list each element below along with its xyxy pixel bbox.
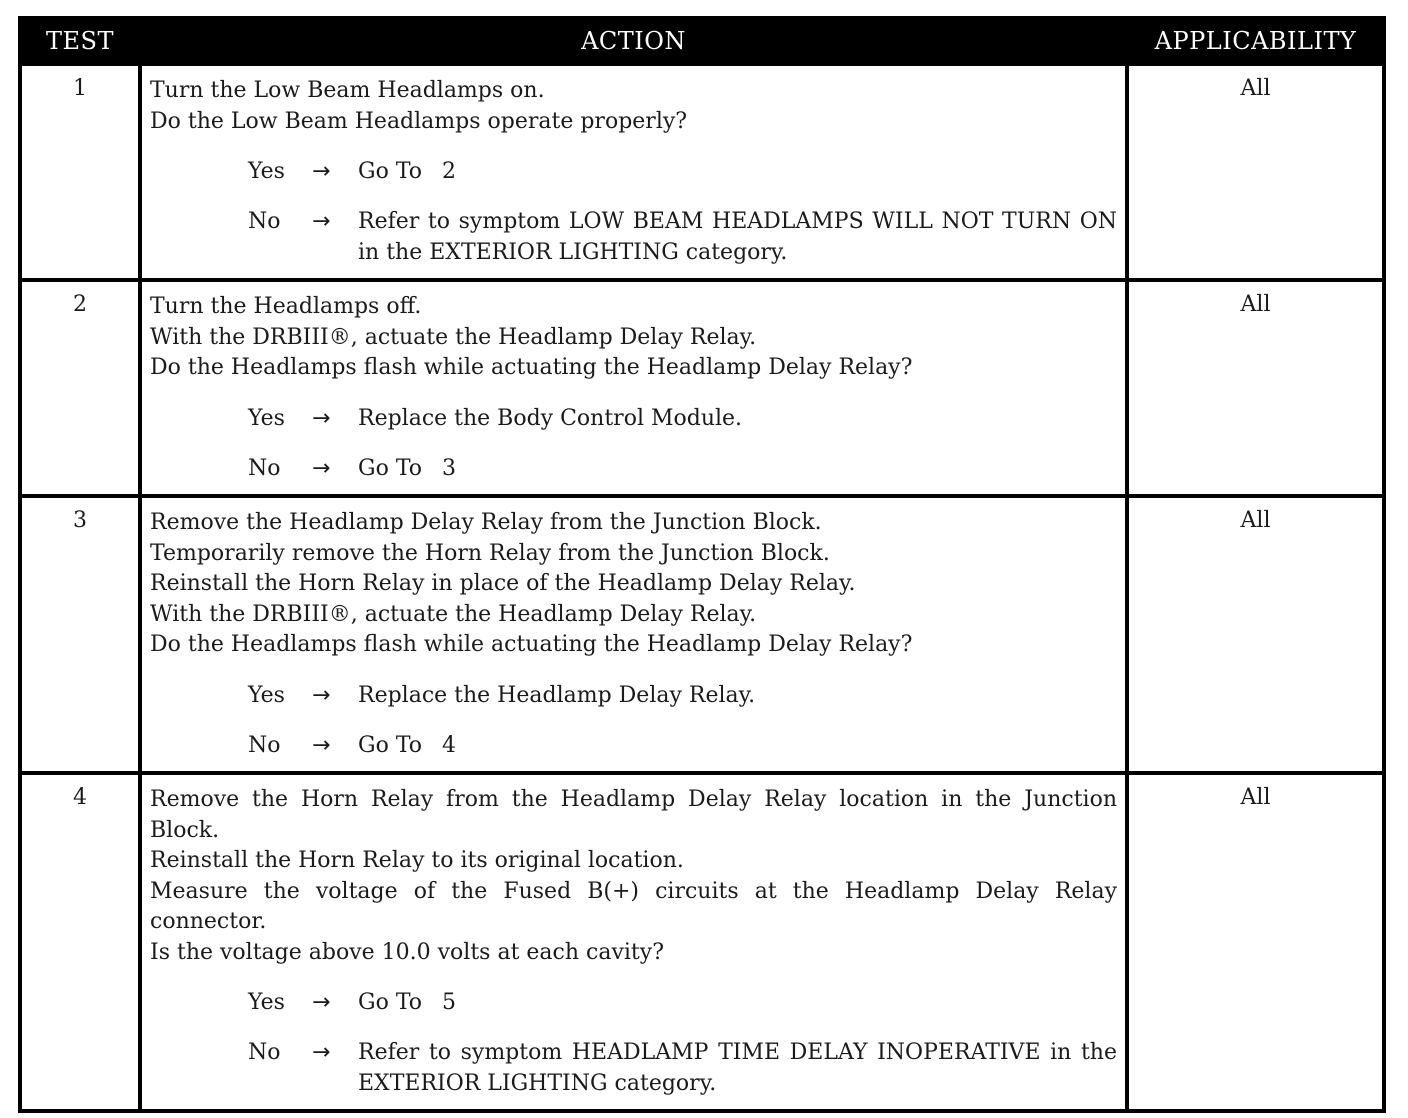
arrow-right-icon: → [312,732,331,758]
arrow-right-icon: → [312,682,331,708]
applicability-value: All [1127,280,1384,496]
result-label: No [248,455,281,481]
result-action-text: Replace the Headlamp Delay Relay. [358,682,756,708]
result-no [150,1038,1117,1099]
goto-reference [358,454,1117,485]
result-no [150,454,1117,485]
result-action-text: Go To [358,455,423,481]
result-text [358,681,1117,712]
action-step: Turn the Headlamps off. [150,294,422,319]
result-action-text: Replace the Body Control Module. [358,405,743,431]
action-step: Do the Low Beam Headlamps operate properly? [150,108,688,134]
result-text [358,207,1117,268]
result-action-text: Refer to symptom LOW BEAM HEADLAMPS WILL NOT TURN ON in the EXTERIOR LIGHTING category. [358,209,1117,265]
goto-reference [358,988,1117,1019]
table-body [20,64,1384,1111]
action-step: Remove the Headlamp Delay Relay from the Junction Block. [150,510,822,535]
goto-reference [358,731,1117,762]
test-row [20,280,1384,496]
action-step: Temporarily remove the Horn Relay from the Junction Block. [150,540,830,566]
applicability-value: All [1127,496,1384,773]
result-label: Yes [248,405,285,431]
result-action-text: Refer to symptom HEADLAMP TIME DELAY INOPERATIVE in the EXTERIOR LIGHTING category. [358,1040,1117,1096]
arrow-right-icon: → [312,159,331,184]
arrow-right-icon: → [312,405,331,431]
action-cell [140,773,1127,1111]
result-text [358,404,1117,435]
test-row [20,773,1384,1111]
action-step: Measure the voltage of the Fused B(+) circuits at the Headlamp Delay Relay connector. [150,878,1117,934]
action-step: Reinstall the Horn Relay to its original location. [150,848,684,873]
test-number: 3 [20,496,140,773]
result-yes [150,404,1117,435]
test-number: 4 [20,773,140,1111]
goto-reference [358,157,1117,188]
action-step: Do the Headlamps flash while actuating the Headlamp Delay Relay? [150,355,913,380]
goto-step-number: 2 [442,159,457,184]
goto-step-number: 5 [442,990,457,1015]
header-applicability: APPLICABILITY [1127,18,1384,64]
applicability-value: All [1127,773,1384,1111]
result-label: No [248,209,281,234]
result-label: Yes [248,990,285,1015]
arrow-right-icon: → [312,455,331,481]
arrow-right-icon: → [312,1040,331,1065]
result-label: No [248,732,281,758]
result-label: Yes [248,159,285,184]
test-number: 2 [20,280,140,496]
action-step: Reinstall the Horn Relay in place of the Headlamp Delay Relay. [150,571,856,596]
action-step: Remove the Horn Relay from the Headlamp Delay Relay location in the Junction Block. [150,787,1117,843]
result-label: No [248,1040,281,1065]
test-row [20,64,1384,280]
result-options [150,157,1117,268]
result-yes [150,681,1117,712]
header-test: TEST [20,18,140,64]
header-row [20,18,1384,64]
result-action-text: Go To [358,159,423,184]
action-step: With the DRBIII®, actuate the Headlamp Delay Relay. [150,601,757,627]
action-cell [140,280,1127,496]
result-action-text: Go To [358,990,423,1015]
arrow-right-icon: → [312,990,331,1015]
applicability-value: All [1127,64,1384,280]
action-step: Turn the Low Beam Headlamps on. [150,78,545,103]
result-options [150,681,1117,762]
result-yes [150,988,1117,1019]
action-step: With the DRBIII®, actuate the Headlamp Delay Relay. [150,324,757,350]
result-yes [150,157,1117,188]
arrow-right-icon: → [312,209,331,234]
result-action-text: Go To [358,732,423,758]
result-no [150,207,1117,268]
result-label: Yes [248,682,285,708]
action-step: Is the voltage above 10.0 volts at each cavity? [150,939,664,965]
result-options [150,404,1117,485]
test-number: 1 [20,64,140,280]
diagnostic-test-table [18,16,1386,1113]
goto-step-number: 4 [442,732,457,758]
result-no [150,731,1117,762]
test-row [20,496,1384,773]
action-cell [140,64,1127,280]
result-text [358,1038,1117,1099]
header-action: ACTION [140,18,1127,64]
action-cell [140,496,1127,773]
goto-step-number: 3 [442,455,457,481]
action-step: Do the Headlamps flash while actuating the Headlamp Delay Relay? [150,632,913,657]
result-options [150,988,1117,1099]
